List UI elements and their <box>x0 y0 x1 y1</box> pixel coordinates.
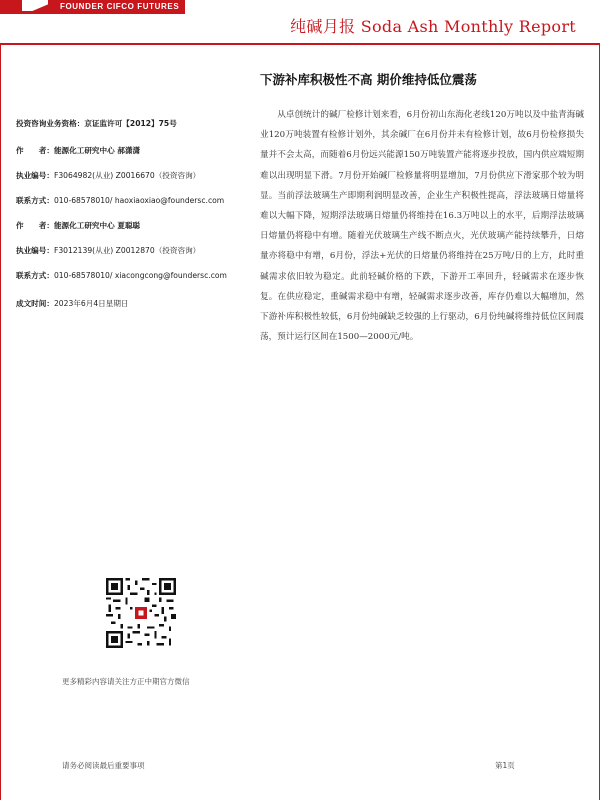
date-value: 2023年6月4日星期日 <box>53 299 129 308</box>
author2-line <box>16 220 140 231</box>
author1-label: 作 者： <box>16 146 54 155</box>
article-headline: 下游补库积极性不高 期价维持低位震荡 <box>260 72 477 87</box>
company-logo <box>0 0 185 14</box>
reg1-value: F3064982(从业) Z0016670（投资咨询） <box>53 171 201 180</box>
report-title: 纯碱月报 Soda Ash Monthly Report <box>290 17 576 36</box>
company-name-en: FOUNDER CIFCO FUTURES <box>60 2 180 11</box>
license-value: 京证监许可【2012】75号 <box>84 119 177 128</box>
contact1-line <box>16 195 224 206</box>
reg1-label: 执业编号： <box>16 171 54 180</box>
contact2-label: 联系方式： <box>16 271 54 280</box>
qr-caption: 更多精彩内容请关注方正中期官方微信 <box>62 677 190 686</box>
footer-disclaimer: 请务必阅读最后重要事项 <box>62 761 145 770</box>
contact2-value[interactable]: 010-68578010/ xiacongcong@foundersc.com <box>53 271 227 280</box>
author2-label: 作 者： <box>16 221 54 230</box>
author2-value: 能源化工研究中心 夏聪聪 <box>53 221 141 230</box>
wechat-qr-code <box>106 578 176 648</box>
license-label: 投资咨询业务资格： <box>16 119 85 128</box>
article-body: 从卓创统计的碱厂检修计划来看，6月份初山东海化老线120万吨以及中盐青海碱业120万吨装置有检修计划外，其余碱厂在6月份并未有检修计划，故6月份检修损失量并不会太高，而随着6月份远兴能源150万吨装置产能将逐步投放，国内供应端短期难以出现明显下滑。7月份开始碱厂检修量将明显增加，7月份供应下滑家那个较为明显。当前浮法玻璃生产即期利润明显改善，企业生产积极性提高，浮法玻璃日熔量将难以大幅下降，短期浮法玻璃日熔量仍将维持在16.3万吨以上的水平，后期浮法玻璃日熔量仍将稳中有增。随着光伏玻璃生产线不断点火，光伏玻璃产能持续攀升，日熔量亦将稳中有增，6月份，浮法+光伏的日熔量仍将维持在25万吨/日的上方，此时重碱需求依旧较为稳定。此前轻碱价格的下跌，下游开工率回升，轻碱需求在逐步恢复。在供应稳定，重碱需求稳中有增，轻碱需求逐步改善，库存仍难以大幅增加，然下游补库积极性较低，6月份纯碱缺乏较强的上行驱动，6月份纯碱将维持低位区间震荡，预计运行区间在1500—2000元/吨。 <box>260 110 584 343</box>
author1-line <box>16 145 140 156</box>
page-frame-left <box>0 44 1 800</box>
page-number: 第1页 <box>495 761 515 770</box>
date-line <box>16 298 129 309</box>
report-header <box>0 0 600 44</box>
license-line <box>16 118 177 129</box>
author1-value: 能源化工研究中心 郝潇潇 <box>53 146 141 155</box>
reg2-label: 执业编号： <box>16 246 54 255</box>
header-divider <box>0 43 600 45</box>
contact1-label: 联系方式： <box>16 196 54 205</box>
reg2-value: F3012139(从业) Z0012870（投资咨询） <box>53 246 201 255</box>
date-label: 成文时间： <box>16 299 54 308</box>
logo-mark-icon <box>22 0 48 11</box>
reg2-line <box>16 245 200 256</box>
contact1-value[interactable]: 010-68578010/ haoxiaoxiao@foundersc.com <box>53 196 225 205</box>
reg1-line <box>16 170 200 181</box>
contact2-line <box>16 270 227 281</box>
